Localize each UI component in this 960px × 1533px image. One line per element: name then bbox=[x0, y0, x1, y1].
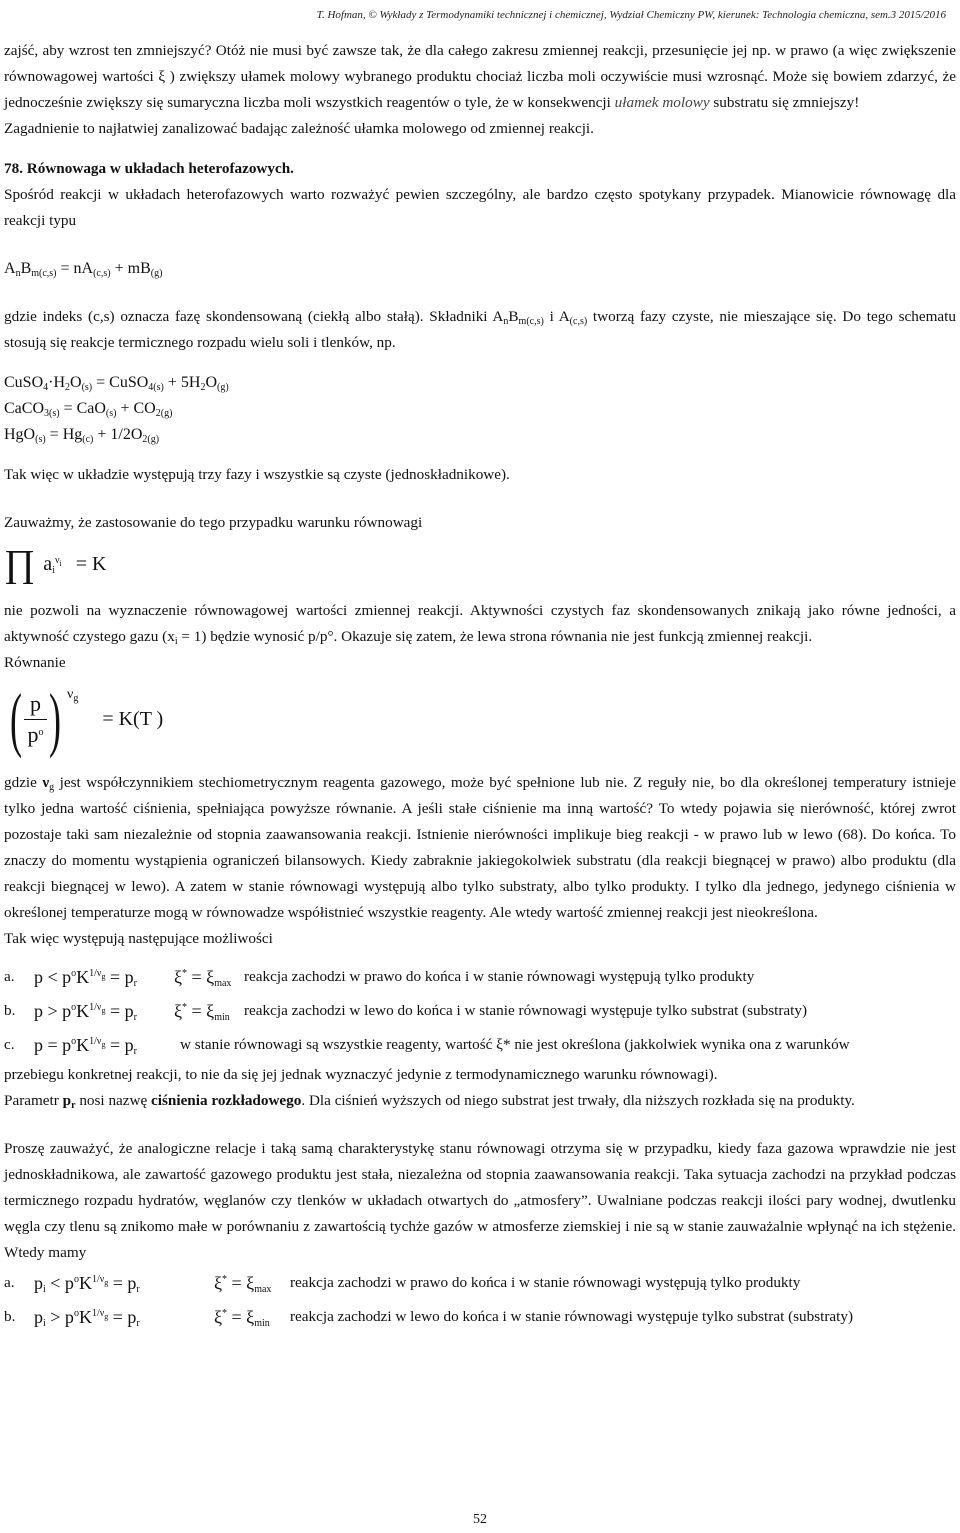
product-symbol: ∏ bbox=[4, 543, 36, 585]
case-text: reakcja zachodzi w lewo do końca i w stanie równowagi występuje tylko substrat (substraty) bbox=[244, 1002, 808, 1019]
equilibrium-product-formula: ∏ $a_i^{\nu_i}$ = K bbox=[4, 543, 107, 585]
pr-symbol: p bbox=[62, 1092, 72, 1109]
general-reaction-equation: $A_nB_{m(c,s)} = nA_{(c,s)} + mB_{(g)}$ bbox=[4, 260, 163, 279]
xi-expression: $\xi^* = \xi_{min}$ bbox=[214, 1307, 270, 1329]
paragraph-4-rest: tworzą fazy czyste, nie mieszające się. Do tego schematu stosują się reakcje termicznego rozpadu wielu soli i tlenków, np. bbox=[4, 308, 956, 351]
xi-expression: $\xi^* = \xi_{max}$ bbox=[214, 1273, 272, 1295]
pressure-ratio-formula: ( $\frac{p}{p^o}$ ) $\nu_g$ = K(T ) bbox=[9, 679, 164, 759]
paragraph-13: Proszę zauważyć, że analogiczne relacje i taką samą charakterystykę stanu równowagi otrzyma się w przypadku, kiedy faza gazowa wprawdzie nie jest jednoskładnikowa, ale zawartość gazowego produktu jest stała, niezależna od stopnia zaawansowania reakcji. Taka sytuacja zachodzi na przykład podczas termicznego rozpadu hydratów, węglanów czy tlenków w układach otwartych do „atmosfery”. Uwalniane podczas reakcji ilości pary wodnej, dwutlenku węgla czy tlenu są znikomo małe w porównaniu z zawartością tychże gazów w atmosferze ziemskiej i nie są w stanie zauważalnie wpłynąć na ich stężenie. Wtedy mamy bbox=[4, 1140, 956, 1261]
paragraph-7-text: nie pozwoli na wyznaczenie równowagowej wartości zmiennej reakcji. Aktywności czystych faz skondensowanych znikają jako równe jedności, a aktywność czystego gazu (x bbox=[4, 602, 956, 645]
xi-expression: $\xi^* = \xi_{max}$ bbox=[174, 967, 232, 989]
paragraph-12-c: . Dla ciśnień wyższych od niego substrat jest trwały, dla niższych rozkłada się na produkty. bbox=[301, 1092, 855, 1109]
paragraph-2: Zagadnienie to najłatwiej zanalizować badając zależność ułamka molowego od zmiennej reakcji. bbox=[4, 120, 594, 137]
xi-expression: $\xi^* = \xi_{min}$ bbox=[174, 1001, 230, 1023]
case-text: w stanie równowagi są wszystkie reagenty, wartość ξ* nie jest określona (jakkolwiek wynika ona z warunków bbox=[180, 1036, 850, 1053]
paragraph-4: gdzie indeks (c,s) oznacza fazę skondensowaną (ciekłą albo stałą). Składniki $A_nB_{m(c,s)}$ i $A_{(c,s)}$ tworzą fazy czyste, nie mieszające się. Do tego schematu stosują się reakcje termicznego rozpadu wielu soli i tlenków, np. bbox=[4, 308, 956, 351]
cases-list bbox=[4, 960, 956, 1062]
paragraph-9-text: jest współczynnikiem stechiometrycznym reagenta gazowego, może być spełnione lub nie. Z reguły nie, bo dla określonej temperatury istnieje tylko jedna wartość ciśnienia, spełniająca powyższe równanie. A jeśli stałe ciśnienie ma inną wartość? To wtedy pojawia się nierówność, której zwrot pozostaje taki sam niezależnie od stopnia zaawansowania reakcji. Istnienie nierówności implikuje bieg reakcji - w prawo lub w lewo (68). Do końca. To znaczy do momentu wystąpienia ograniczeń bilansowych. Kiedy zabraknie jakiegokolwiek substratu (dla reakcji biegnącej w prawo) albo produktu (dla reakcji biegnącej w lewo). A zatem w stanie równowagi występują albo tylko substraty, albo tylko produkty. I tylko dla jednego, jedynego ciśnienia w określonej temperaturze mogą w równowadze współistnieć wszystkie reagenty. Ale wtedy wartość zmiennej reakcji jest nieokreślona. bbox=[4, 774, 956, 921]
case-label: c. bbox=[4, 1036, 15, 1053]
case-text: reakcja zachodzi w prawo do końca i w stanie równowagi występują tylko produkty bbox=[244, 968, 755, 985]
paragraph-9-where: gdzie bbox=[4, 774, 37, 791]
paragraph-6: Zauważmy, że zastosowanie do tego przypadku warunku równowagi bbox=[4, 514, 423, 531]
paragraph-1-italic: ułamek molowy bbox=[614, 94, 710, 111]
paragraph-7-rest: = 1) będzie wynosić p/p°. Okazuje się zatem, że lewa strona równania nie jest funkcją zmiennej reakcji. bbox=[177, 628, 813, 645]
case2-b bbox=[4, 1300, 956, 1334]
case-text: reakcja zachodzi w prawo do końca i w stanie równowagi występują tylko produkty bbox=[290, 1274, 801, 1291]
case-expression: $p < p^oK^{1/\nu_g} = p_r$ bbox=[34, 967, 137, 989]
page-number: 52 bbox=[473, 1512, 487, 1527]
paragraph-7: nie pozwoli na wyznaczenie równowagowej wartości zmiennej reakcji. Aktywności czystych faz skondensowanych znikają jako równe jedności, a aktywność czystego gazu $(x_i = 1)$ będzie wynosić p/p°. Okazuje się zatem, że lewa strona równania nie jest funkcją zmiennej reakcji. bbox=[4, 602, 956, 647]
example-reactions bbox=[4, 370, 956, 448]
reaction-hgo: $HgO_{(s)} = Hg_{(c)} + 1/2O_{2(g)}$ bbox=[4, 426, 160, 445]
case-label: b. bbox=[4, 1002, 16, 1019]
case-b bbox=[4, 994, 956, 1028]
case-expression: $p > p^oK^{1/\nu_g} = p_r$ bbox=[34, 1001, 137, 1023]
page-content bbox=[4, 38, 956, 1334]
section-title: 78. Równowaga w układach heterofazowych. bbox=[4, 160, 294, 177]
decomposition-pressure-term: ciśnienia rozkładowego bbox=[151, 1092, 302, 1109]
paragraph-11: przebiegu konkretnej reakcji, to nie da się jej jednak wyznaczyć jedynie z termodynamicznego warunku równowagi). bbox=[4, 1066, 718, 1083]
paragraph-12-a: Parametr bbox=[4, 1092, 59, 1109]
paragraph-12-b: nosi nazwę bbox=[79, 1092, 148, 1109]
case-text: reakcja zachodzi w lewo do końca i w stanie równowagi występuje tylko substrat (substraty) bbox=[290, 1308, 854, 1325]
case-expression: $p_i < p^oK^{1/\nu_g} = p_r$ bbox=[34, 1273, 140, 1295]
paragraph-3: Spośród reakcji w układach heterofazowych warto rozważyć pewien szczególny, ale bardzo często spotykany przypadek. Mianowicie równowagę dla reakcji typu bbox=[4, 186, 956, 229]
case-label: a. bbox=[4, 1274, 15, 1291]
pressure-fraction: $\frac{p}{p^o}$ bbox=[24, 689, 47, 750]
case-c bbox=[4, 1028, 956, 1062]
case-expression: $p = p^oK^{1/\nu_g} = p_r$ bbox=[34, 1035, 137, 1057]
paragraph-1-end: substratu się zmniejszy! bbox=[713, 94, 860, 111]
case-label: a. bbox=[4, 968, 15, 985]
case-expression: $p_i > p^oK^{1/\nu_g} = p_r$ bbox=[34, 1307, 140, 1329]
paragraph-1 bbox=[4, 38, 956, 116]
case-label: b. bbox=[4, 1308, 16, 1325]
paragraph-12 bbox=[4, 1088, 956, 1114]
case2-a bbox=[4, 1266, 956, 1300]
pr-subscript: r bbox=[71, 1100, 76, 1111]
paragraph-1-text: zajść, aby wzrost ten zmniejszyć? Otóż nie musi być zawsze tak, że dla całego zakresu zmiennej reakcji, przesunięcie jej np. w prawo (a więc zwiększenie równowagowej wartości ξ ) zwiększy ułamek molowy wybranego produktu chociaż liczba moli oczywiście musi wzrosnąć. Może się bowiem zdarzyć, że jednocześnie zwiększy się sumaryczna liczba moli wszystkich reagentów o tyle, że w konsekwencji bbox=[4, 42, 956, 111]
reaction-caco3: CaCO$_{3(s)}$ = $CaO_{(s)} + CO_{2(g)}$ bbox=[4, 400, 173, 419]
paragraph-4-text: gdzie indeks (c,s) oznacza fazę skondensowaną (ciekłą albo stałą). Składniki A bbox=[4, 308, 504, 325]
cases-list-2 bbox=[4, 1266, 956, 1334]
paragraph-9: gdzie $\nu_g$ jest współczynnikiem stechiometrycznym reagenta gazowego, może być spełnione lub nie. Z reguły nie, bo dla określonej temperatury istnieje tylko jedna wartość ciśnienia, spełniająca powyższe równanie. A jeśli stałe ciśnienie ma inną wartość? To wtedy pojawia się nierówność, której zwrot pozostaje taki sam niezależnie od stopnia zaawansowania reakcji. Istnienie nierówności implikuje bieg reakcji - w prawo lub w lewo (68). Do końca. To znaczy do momentu wystąpienia ograniczeń bilansowych. Kiedy zabraknie jakiegokolwiek substratu (dla reakcji biegnącej w prawo) albo produktu (dla reakcji biegnącej w lewo). A zatem w stanie równowagi występują albo tylko substraty, albo tylko produkty. I tylko dla jednego, jedynego ciśnienia w określonej temperaturze mogą w równowadze współistnieć wszystkie reagenty. Ale wtedy wartość zmiennej reakcji jest nieokreślona. bbox=[4, 774, 956, 921]
paragraph-8: Równanie bbox=[4, 654, 66, 671]
reaction-cuso4: $CuSO_4\cdot H_2O_{(s)}$ = CuSO$_{4(s)}$ + $5H_2O_{(g)}$ bbox=[4, 374, 229, 393]
paragraph-5: Tak więc w układzie występują trzy fazy i wszystkie są czyste (jednoskładnikowe). bbox=[4, 466, 510, 483]
case-a bbox=[4, 960, 956, 994]
page-header: T. Hofman, © Wykłady z Termodynamiki technicznej i chemicznej, Wydział Chemiczny PW, kierunek: Technologia chemiczna, sem.3 2015/2016 bbox=[316, 9, 946, 21]
paragraph-10: Tak więc występują następujące możliwości bbox=[4, 930, 273, 947]
